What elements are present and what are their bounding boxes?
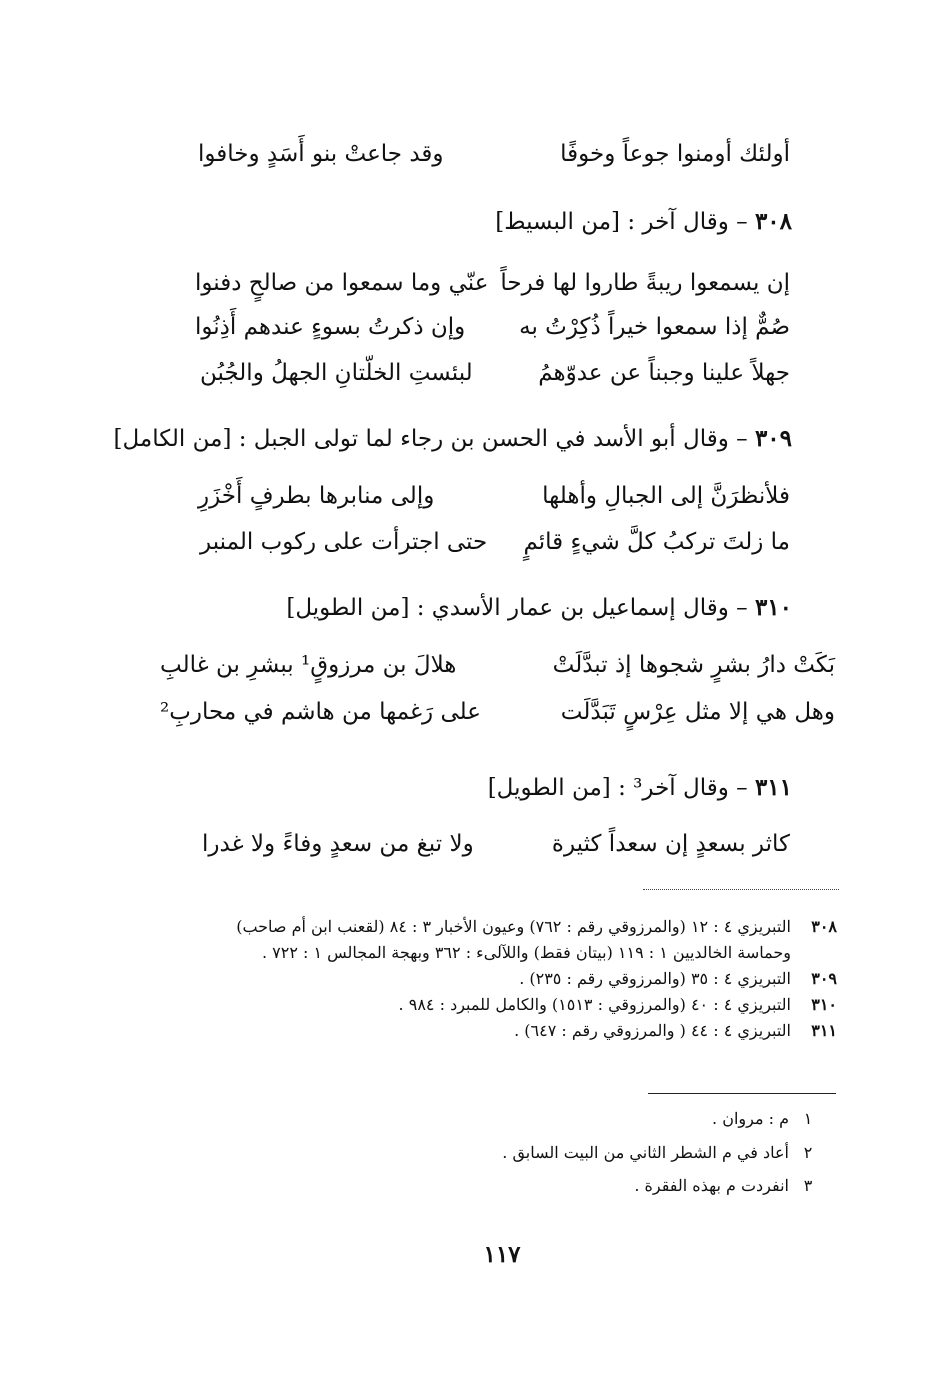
section-title: – وقال آخر³ : [من الطويل]: [487, 775, 748, 801]
footnote: [712, 1108, 827, 1130]
verse-hemistich-right: فلأنظرَنَّ إلى الجبالِ وأهلها: [542, 483, 790, 509]
footnote-text: م : مروان .: [712, 1109, 789, 1128]
reference-line: [519, 968, 837, 990]
verse-hemistich-left: حتى اجترأت على ركوب المنبر: [200, 529, 488, 555]
verse-hemistich-left: لبئستِ الخلّتانِ الجهلُ والجُبُن: [200, 360, 473, 386]
verse-hemistich-left: وإلى منابرها بطرفٍ أَخْزَرِ: [198, 483, 435, 509]
footnote-number: ١: [803, 1109, 813, 1128]
verse-line: [202, 824, 790, 864]
footnote: [634, 1175, 827, 1197]
verse-hemistich-right: إن يسمعوا ريبةً طاروا لها فرحاً: [500, 270, 790, 296]
section-title: – وقال آخر : [من البسيط]: [495, 209, 748, 235]
verse-hemistich-right: كاثر بسعدٍ إن سعداً كثيرة: [551, 831, 790, 857]
verse-line: [200, 353, 790, 393]
section-number: ٣١١: [754, 774, 792, 801]
section-heading-309: [113, 419, 792, 459]
reference-number: ٣٠٨: [811, 917, 837, 936]
reference-text: التبريزي ٤ : ٤٤ ( والمرزوقي رقم : ٦٤٧) .: [514, 1021, 791, 1040]
reference-number: ٣١٠: [811, 995, 837, 1014]
reference-text: التبريزي ٤ : ٣٥ (والمرزوقي رقم : ٢٣٥) .: [519, 969, 791, 988]
section-title: – وقال أبو الأسد في الحسن بن رجاء لما تولى الجبل : [من الكامل]: [113, 426, 748, 452]
reference-line: [236, 916, 837, 938]
verse-hemistich-right: وهل هي إلا مثل عِرْسٍ تَبَدَّلَت: [560, 699, 835, 725]
verse-hemistich-right: أولئك أومنوا جوعاً وخوفًا: [560, 141, 790, 167]
reference-number: ٣٠٩: [811, 969, 837, 988]
footnote-rule: [648, 1093, 836, 1094]
section-number: ٣٠٩: [754, 425, 792, 452]
verse-hemistich-right: بَكَتْ دارُ بشرٍ شجوها إذ تبدَّلَتْ: [552, 652, 835, 678]
verse-hemistich-right: جهلاً علينا وجبناً عن عدوّهمُ: [538, 360, 790, 386]
footnote-text: أعاد في م الشطر الثاني من البيت السابق .: [502, 1143, 789, 1162]
reference-text: التبريزي ٤ : ٤٠ (والمرزوقي : ١٥١٣) والكامل للمبرد : ٩٨٤ .: [398, 995, 791, 1014]
verse-hemistich-left: وقد جاعتْ بنو أَسَدٍ وخافوا: [198, 141, 444, 167]
reference-text: التبريزي ٤ : ١٢ (والمرزوقي رقم : ٧٦٢) وعيون الأخبار ٣ : ٨٤ (لقعنب ابن أم صاحب): [236, 917, 791, 936]
verse-hemistich-right: ما زلتَ تركبُ كلَّ شيءٍ قائمٍ: [523, 529, 790, 555]
reference-text: وحماسة الخالديين ١ : ١١٩ (بيتان فقط) واللآلىء : ٣٦٢ وبهجة المجالس ١ : ٧٢٢ .: [261, 943, 791, 962]
page-number: ١١٧: [483, 1241, 521, 1268]
reference-line: [514, 1020, 837, 1042]
section-heading-311: [488, 768, 792, 808]
footnote-text: انفردت م بهذه الفقرة .: [634, 1176, 789, 1195]
section-heading-310: [286, 588, 792, 628]
verse-line: [160, 692, 835, 732]
verse-line: [195, 307, 790, 347]
section-number: ٣١٠: [754, 594, 792, 621]
verse-line: [198, 476, 790, 516]
reference-line: [399, 994, 837, 1016]
verse-line: [198, 134, 790, 174]
section-title: – وقال إسماعيل بن عمار الأسدي : [من الطويل]: [286, 595, 748, 621]
verse-line: [160, 645, 835, 685]
verse-hemistich-left: على رَغمها من هاشم في محاربِ²: [160, 699, 481, 725]
footnote-number: ٢: [803, 1143, 813, 1162]
reference-number: ٣١١: [811, 1021, 837, 1040]
verse-hemistich-left: وإن ذكرتُ بسوءٍ عندهم أَذِنُوا: [195, 314, 466, 340]
verse-hemistich-left: عنّي وما سمعوا من صالحٍ دفنوا: [195, 270, 489, 296]
verse-line: [200, 522, 790, 562]
reference-line: [262, 942, 837, 964]
footnote: [502, 1142, 827, 1164]
verse-hemistich-right: صُمٌّ إذا سمعوا خيراً ذُكِرْتُ به: [519, 314, 790, 340]
verse-hemistich-left: هلالَ بن مرزوقٍ¹ ببشرِ بن غالبِ: [160, 652, 457, 678]
footnote-number: ٣: [803, 1176, 813, 1195]
verse-line: [195, 263, 790, 303]
dotted-separator: [643, 889, 839, 890]
section-number: ٣٠٨: [754, 208, 792, 235]
verse-hemistich-left: ولا تبغ من سعدٍ وفاءً ولا غدرا: [202, 831, 474, 857]
section-heading-308: [495, 202, 792, 242]
